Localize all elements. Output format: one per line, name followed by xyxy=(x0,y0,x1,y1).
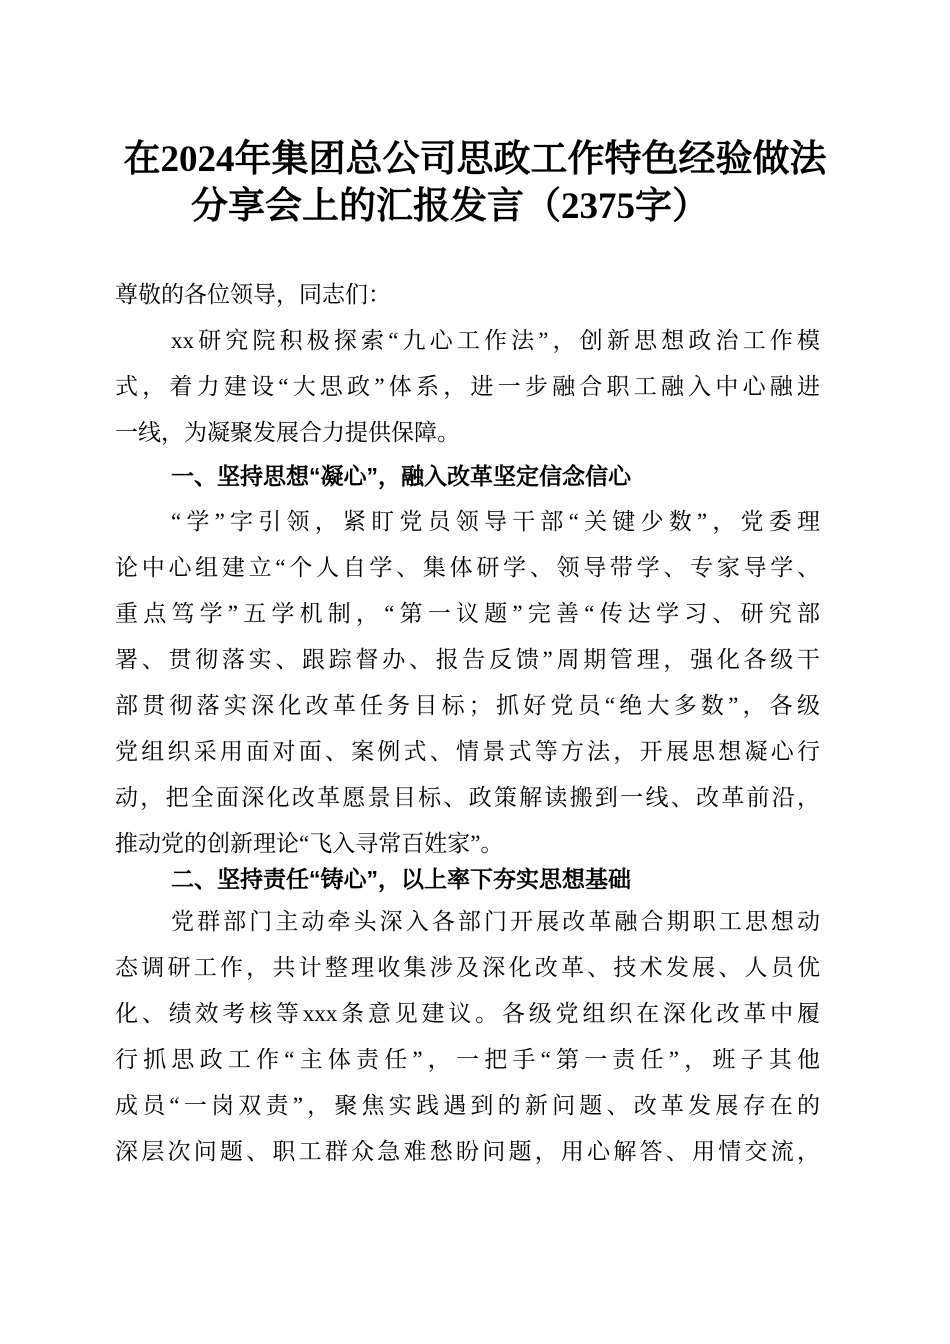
paragraph-line: 深层次问题、职工群众急难愁盼问题，用心解答、用情交流， xyxy=(115,1139,820,1164)
section-1-heading-block xyxy=(115,453,820,499)
greeting-text: 尊敬的各位领导，同志们： xyxy=(115,282,391,307)
paragraph-line: 动，把全面深化改革愿景目标、政策解读搬到一线、改革前沿， xyxy=(115,785,820,810)
paragraph-line: 式，着力建设“大思政”体系，进一步融合职工融入中心融进 xyxy=(115,374,820,399)
title-line-1: 在2024年集团总公司思政工作特色经验做法 xyxy=(123,139,827,180)
paragraph-line: 党组织采用面对面、案例式、情景式等方法，开展思想凝心行 xyxy=(115,739,820,764)
section-1-paragraph xyxy=(115,499,820,867)
paragraph-line: 行抓思政工作“主体责任”，一把手“第一责任”，班子其他 xyxy=(115,1047,820,1072)
paragraph-line: 部贯彻落实深化改革任务目标；抓好党员“绝大多数”，各级 xyxy=(115,693,820,718)
paragraph-line: 推动党的创新理论“飞入寻常百姓家”。 xyxy=(115,831,504,856)
section-2-paragraph xyxy=(115,899,820,1175)
document-title xyxy=(0,136,950,230)
paragraph-line: 党群部门主动牵头深入各部门开展改革融合期职工思想动 xyxy=(171,909,820,934)
paragraph-line: 论中心组建立“个人自学、集体研学、领导带学、专家导学、 xyxy=(115,555,820,580)
paragraph-line: 一线，为凝聚发展合力提供保障。 xyxy=(115,420,460,445)
section-2-heading-block xyxy=(115,856,820,902)
paragraph-line: 成员“一岗双责”，聚焦实践遇到的新问题、改革发展存在的 xyxy=(115,1093,820,1118)
section-1-heading: 一、坚持思想“凝心”，融入改革坚定信念信心 xyxy=(171,463,631,489)
title-line-2: 分享会上的汇报发言（2375字） xyxy=(191,186,709,227)
paragraph-line: “学”字引领，紧盯党员领导干部“关键少数”，党委理 xyxy=(171,509,820,534)
intro-paragraph xyxy=(115,318,820,456)
greeting xyxy=(115,272,820,318)
section-2-heading: 二、坚持责任“铸心”，以上率下夯实思想基础 xyxy=(171,866,631,892)
paragraph-line: xx研究院积极探索“九心工作法”，创新思想政治工作模 xyxy=(171,328,820,353)
paragraph-line: 化、绩效考核等xxx条意见建议。各级党组织在深化改革中履 xyxy=(115,1001,820,1026)
paragraph-line: 态调研工作，共计整理收集涉及深化改革、技术发展、人员优 xyxy=(115,955,820,980)
paragraph-line: 重点笃学”五学机制，“第一议题”完善“传达学习、研究部 xyxy=(115,601,820,626)
paragraph-line: 署、贯彻落实、跟踪督办、报告反馈”周期管理，强化各级干 xyxy=(115,647,820,672)
